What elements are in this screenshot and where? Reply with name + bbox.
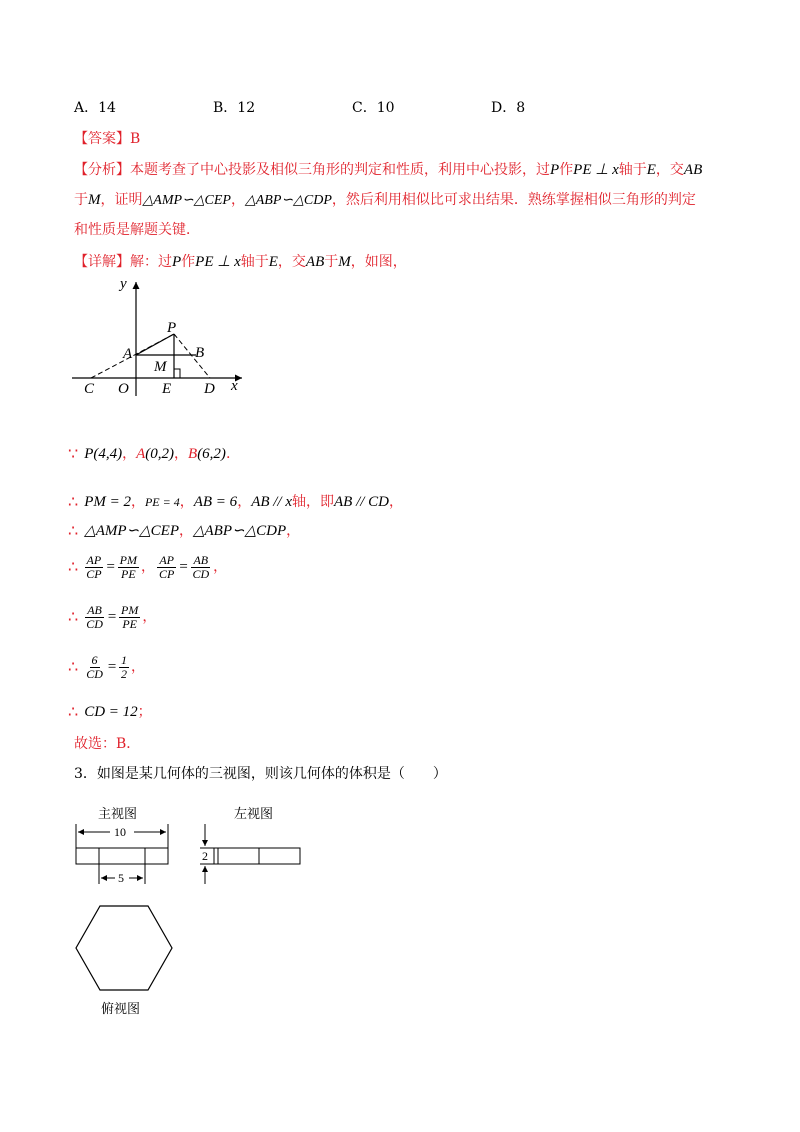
analysis-line-1: 【分析】本题考查了中心投影及相似三角形的判定和性质，利用中心投影，过P作PE ⊥ x轴于E，交AB	[74, 162, 703, 178]
step-6: ∴ $\frac{6}{CD}$ = $\frac{1}{2}$ ，	[68, 652, 145, 681]
step-3: ∴ △AMP∽△CEP ， △ABP∽△CDP ，	[68, 521, 301, 540]
fraction: $\frac{1}{2}$	[120, 652, 127, 681]
label-e: E	[162, 381, 172, 397]
option-b: B．12	[213, 100, 256, 116]
label-b: B	[195, 345, 205, 361]
top-view-label: 俯视图	[101, 1002, 141, 1017]
answer-line: 【答案】B	[74, 131, 141, 147]
front-view-diagram	[70, 820, 180, 890]
fraction: $\frac{6}{CD}$	[86, 652, 103, 681]
left-view-label: 左视图	[234, 807, 274, 822]
conclusion: 故选：B．	[74, 736, 141, 752]
option-a: A．14	[74, 100, 116, 116]
label-x: x	[231, 378, 238, 394]
label-o: O	[118, 381, 129, 397]
left-view-diagram	[196, 820, 306, 890]
step-5: ∴ $\frac{AB}{CD}$ = $\frac{PM}{PE}$ ，	[68, 602, 157, 631]
dim-5: 5	[118, 871, 124, 885]
step-1: ∵ P(4,4) ， A (0,2) ， B (6,2) .	[68, 444, 231, 463]
label-m: M	[154, 359, 167, 375]
fraction: $\frac{PM}{PE}$	[119, 552, 137, 581]
option-d: D．8	[491, 100, 526, 116]
fraction: $\frac{AB}{CD}$	[192, 552, 210, 581]
step-4: ∴ $\frac{AP}{CP}$ = $\frac{PM}{PE}$ ， $\frac{AP}{CP}$ = $\frac{AB}{CD}$ ，	[68, 552, 228, 581]
dashed-pd	[174, 334, 210, 378]
step-7: ∴ CD = 12 ；	[68, 702, 152, 721]
fraction: $\frac{PM}{PE}$	[120, 602, 139, 631]
analysis-line-2: 于M，证明△AMP∽△CEP，△ABP∽△CDP，然后利用相似比可求出结果．熟练掌握相似三角形的判定	[74, 192, 696, 208]
front-view-label: 主视图	[98, 807, 138, 822]
label-a: A	[123, 346, 133, 362]
fraction: $\frac{AP}{CP}$	[158, 552, 175, 581]
dim-10: 10	[114, 825, 126, 839]
label-y: y	[120, 276, 127, 292]
step-2: ∴ PM = 2 ， PE = 4 ， AB = 6 ， AB // x 轴，即 AB // CD ，	[68, 492, 404, 511]
fraction: $\frac{AB}{CD}$	[86, 602, 103, 631]
dim-2: 2	[202, 849, 208, 863]
detail-line: 【详解】解：过P作PE ⊥ x轴于E，交AB于M，如图，	[74, 254, 407, 270]
label-p: P	[167, 320, 177, 336]
label-c: C	[84, 381, 95, 397]
fraction: $\frac{AP}{CP}$	[86, 552, 102, 581]
analysis-line-3: 和性质是解题关键．	[74, 222, 200, 238]
right-angle-mark	[174, 369, 180, 378]
label-d: D	[204, 381, 215, 397]
option-c: C．10	[352, 100, 395, 116]
top-view-hexagon	[70, 900, 180, 996]
question-3-text: 3．如图是某几何体的三视图，则该几何体的体积是（ ）	[74, 766, 447, 782]
coordinate-diagram	[70, 276, 250, 400]
